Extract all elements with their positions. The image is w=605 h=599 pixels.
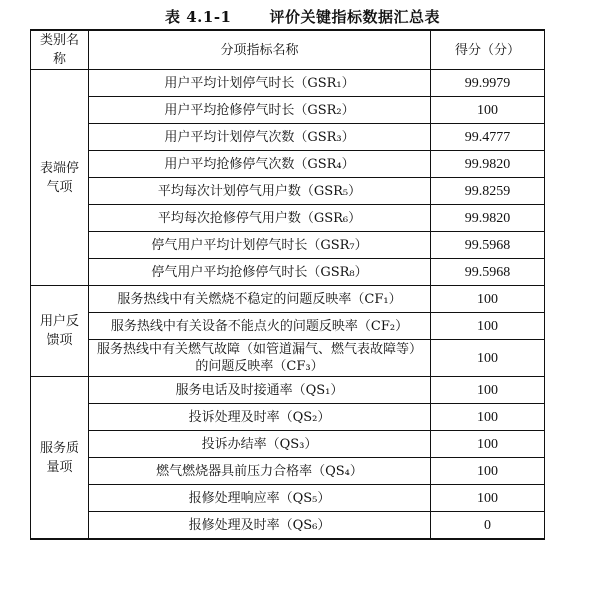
score-cell: 99.9820 (431, 205, 545, 232)
header-indicator: 分项指标名称 (89, 30, 431, 70)
score-cell: 99.9979 (431, 70, 545, 97)
table-row (31, 97, 545, 124)
indicator-cell: 平均每次计划停气用户数（GSR₅） (89, 178, 431, 205)
table-number: 表 4.1-1 (165, 8, 232, 26)
score-cell: 100 (431, 431, 545, 458)
header-category: 类别名称 (31, 30, 89, 70)
score-cell: 99.4777 (431, 124, 545, 151)
table-row (31, 286, 545, 313)
score-cell: 100 (431, 458, 545, 485)
score-cell: 100 (431, 485, 545, 512)
indicator-cell: 投诉处理及时率（QS₂） (89, 404, 431, 431)
category-cell: 表端停气项 (31, 70, 89, 286)
indicator-cell: 用户平均计划停气时长（GSR₁） (89, 70, 431, 97)
indicator-cell: 报修处理响应率（QS₅） (89, 485, 431, 512)
score-cell: 100 (431, 340, 545, 377)
table-row (31, 205, 545, 232)
indicator-cell: 平均每次抢修停气用户数（GSR₆） (89, 205, 431, 232)
table-row (31, 340, 545, 377)
table-row (31, 313, 545, 340)
category-cell: 用户反馈项 (31, 286, 89, 377)
score-cell: 100 (431, 286, 545, 313)
table-row (31, 151, 545, 178)
table-row (31, 512, 545, 540)
category-cell: 服务质量项 (31, 377, 89, 540)
table-row (31, 431, 545, 458)
score-cell: 100 (431, 377, 545, 404)
score-cell: 99.8259 (431, 178, 545, 205)
table-row (31, 259, 545, 286)
indicator-cell: 燃气燃烧器具前压力合格率（QS₄） (89, 458, 431, 485)
table-row (31, 404, 545, 431)
score-cell: 0 (431, 512, 545, 540)
table-row (31, 377, 545, 404)
header-score: 得分（分） (431, 30, 545, 70)
table-caption (0, 6, 605, 27)
score-cell: 100 (431, 404, 545, 431)
indicator-cell: 用户平均抢修停气时长（GSR₂） (89, 97, 431, 124)
table-title: 评价关键指标数据汇总表 (269, 8, 440, 26)
indicator-cell: 报修处理及时率（QS₆） (89, 512, 431, 540)
indicator-cell: 停气用户平均计划停气时长（GSR₇） (89, 232, 431, 259)
indicator-cell: 投诉办结率（QS₃） (89, 431, 431, 458)
table-row (31, 458, 545, 485)
score-cell: 100 (431, 313, 545, 340)
table-row (31, 178, 545, 205)
indicator-summary-table (30, 29, 545, 540)
table-row (31, 124, 545, 151)
indicator-cell: 用户平均抢修停气次数（GSR₄） (89, 151, 431, 178)
table-row (31, 485, 545, 512)
indicator-cell: 停气用户平均抢修停气时长（GSR₈） (89, 259, 431, 286)
score-cell: 100 (431, 97, 545, 124)
score-cell: 99.5968 (431, 232, 545, 259)
indicator-cell: 服务热线中有关燃气故障（如管道漏气、燃气表故障等）的问题反映率（CF₃） (89, 340, 431, 377)
table-header-row (31, 30, 545, 70)
score-cell: 99.5968 (431, 259, 545, 286)
table-row (31, 232, 545, 259)
indicator-cell: 服务热线中有关设备不能点火的问题反映率（CF₂） (89, 313, 431, 340)
indicator-cell: 用户平均计划停气次数（GSR₃） (89, 124, 431, 151)
score-cell: 99.9820 (431, 151, 545, 178)
indicator-cell: 服务热线中有关燃烧不稳定的问题反映率（CF₁） (89, 286, 431, 313)
table-row (31, 70, 545, 97)
indicator-cell: 服务电话及时接通率（QS₁） (89, 377, 431, 404)
